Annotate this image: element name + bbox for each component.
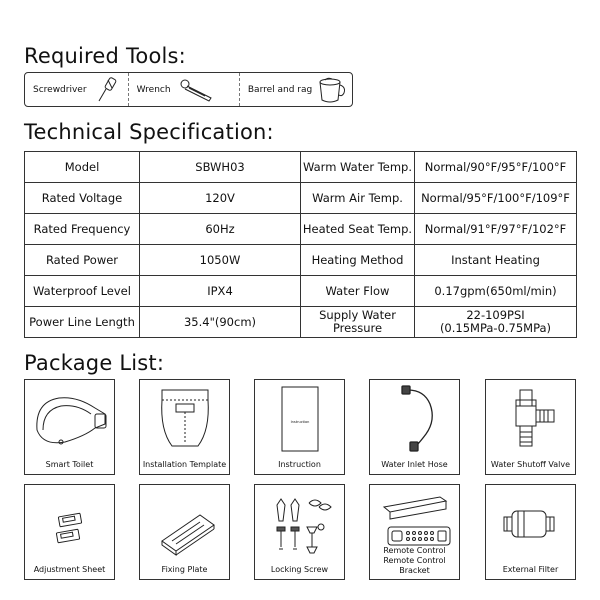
spec-label-cell: Rated Voltage [25,183,140,214]
technical-specification-heading: Technical Specification: [24,120,274,144]
spec-label-cell: Water Flow [301,276,415,307]
package-list-heading: Package List: [24,351,165,375]
screwdriver-icon [91,76,125,104]
package-item-label: Remote Control Remote Control Bracket [383,546,446,575]
spec-value-cell: 60Hz [140,214,301,245]
spec-value-cell: Normal/95°F/100°F/109°F [415,183,577,214]
locking-screw-icon [255,485,344,565]
barrel-icon [316,75,348,105]
spec-row [25,183,577,214]
spec-label-cell: Model [25,152,140,183]
spec-value-cell: IPX4 [140,276,301,307]
package-item-installation-template [139,379,230,475]
water-inlet-hose-icon [370,380,459,460]
smart-toilet-icon [25,380,114,460]
spec-value-cell: 22-109PSI (0.15MPa-0.75MPa) [415,307,577,338]
spec-label-cell: Warm Water Temp. [301,152,415,183]
spec-value-cell: 0.17gpm(650ml/min) [415,276,577,307]
spec-row [25,152,577,183]
package-item-label: Instruction [278,460,321,469]
tool-label: Barrel and rag [247,84,313,95]
spec-label-cell: Rated Frequency [25,214,140,245]
spec-label-cell: Supply Water Pressure [301,307,415,338]
package-item-water-inlet-hose [369,379,460,475]
installation-template-icon [140,380,229,460]
package-item-label: External Filter [502,565,559,574]
package-item-smart-toilet [24,379,115,475]
package-item-fixing-plate [139,484,230,580]
tool-barrel [239,73,352,106]
spec-label-cell: Power Line Length [25,307,140,338]
spec-row [25,276,577,307]
spec-label-cell: Heating Method [301,245,415,276]
package-item-label: Water Shutoff Valve [490,460,571,469]
package-item-label: Water Inlet Hose [381,460,448,469]
wrench-icon [175,76,219,104]
spec-row [25,245,577,276]
tool-label: Screwdriver [33,84,87,95]
tool-wrench [128,73,239,106]
spec-row [25,307,577,338]
tool-label: Wrench [136,84,171,95]
package-item-label: Installation Template [142,460,227,469]
spec-table [24,151,577,338]
spec-label-cell: Heated Seat Temp. [301,214,415,245]
external-filter-icon [486,485,575,565]
spec-label-cell: Warm Air Temp. [301,183,415,214]
adjustment-sheet-icon [25,485,114,565]
water-shutoff-valve-icon [486,380,575,460]
package-item-label: Adjustment Sheet [33,565,106,574]
package-grid [24,379,577,578]
instruction-booklet-title: Instruction [290,420,310,424]
package-item-remote-control [369,484,460,580]
spec-value-cell: SBWH03 [140,152,301,183]
package-item-label: Fixing Plate [161,565,208,574]
spec-value-cell: Instant Heating [415,245,577,276]
required-tools-bar [24,72,353,107]
spec-value-cell: 35.4"(90cm) [140,307,301,338]
package-item-locking-screw [254,484,345,580]
package-item-instruction [254,379,345,475]
spec-label-cell: Rated Power [25,245,140,276]
spec-row [25,214,577,245]
package-item-adjustment-sheet [24,484,115,580]
required-tools-heading: Required Tools: [24,44,186,68]
package-item-label: Locking Screw [270,565,329,574]
spec-value-cell: Normal/91°F/97°F/102°F [415,214,577,245]
fixing-plate-icon [140,485,229,565]
spec-value-cell: 1050W [140,245,301,276]
spec-value-cell: 120V [140,183,301,214]
spec-label-cell: Waterproof Level [25,276,140,307]
tool-screwdriver [25,73,128,106]
spec-value-cell: Normal/90°F/95°F/100°F [415,152,577,183]
package-item-water-shutoff-valve [485,379,576,475]
package-item-external-filter [485,484,576,580]
package-item-label: Smart Toilet [45,460,94,469]
